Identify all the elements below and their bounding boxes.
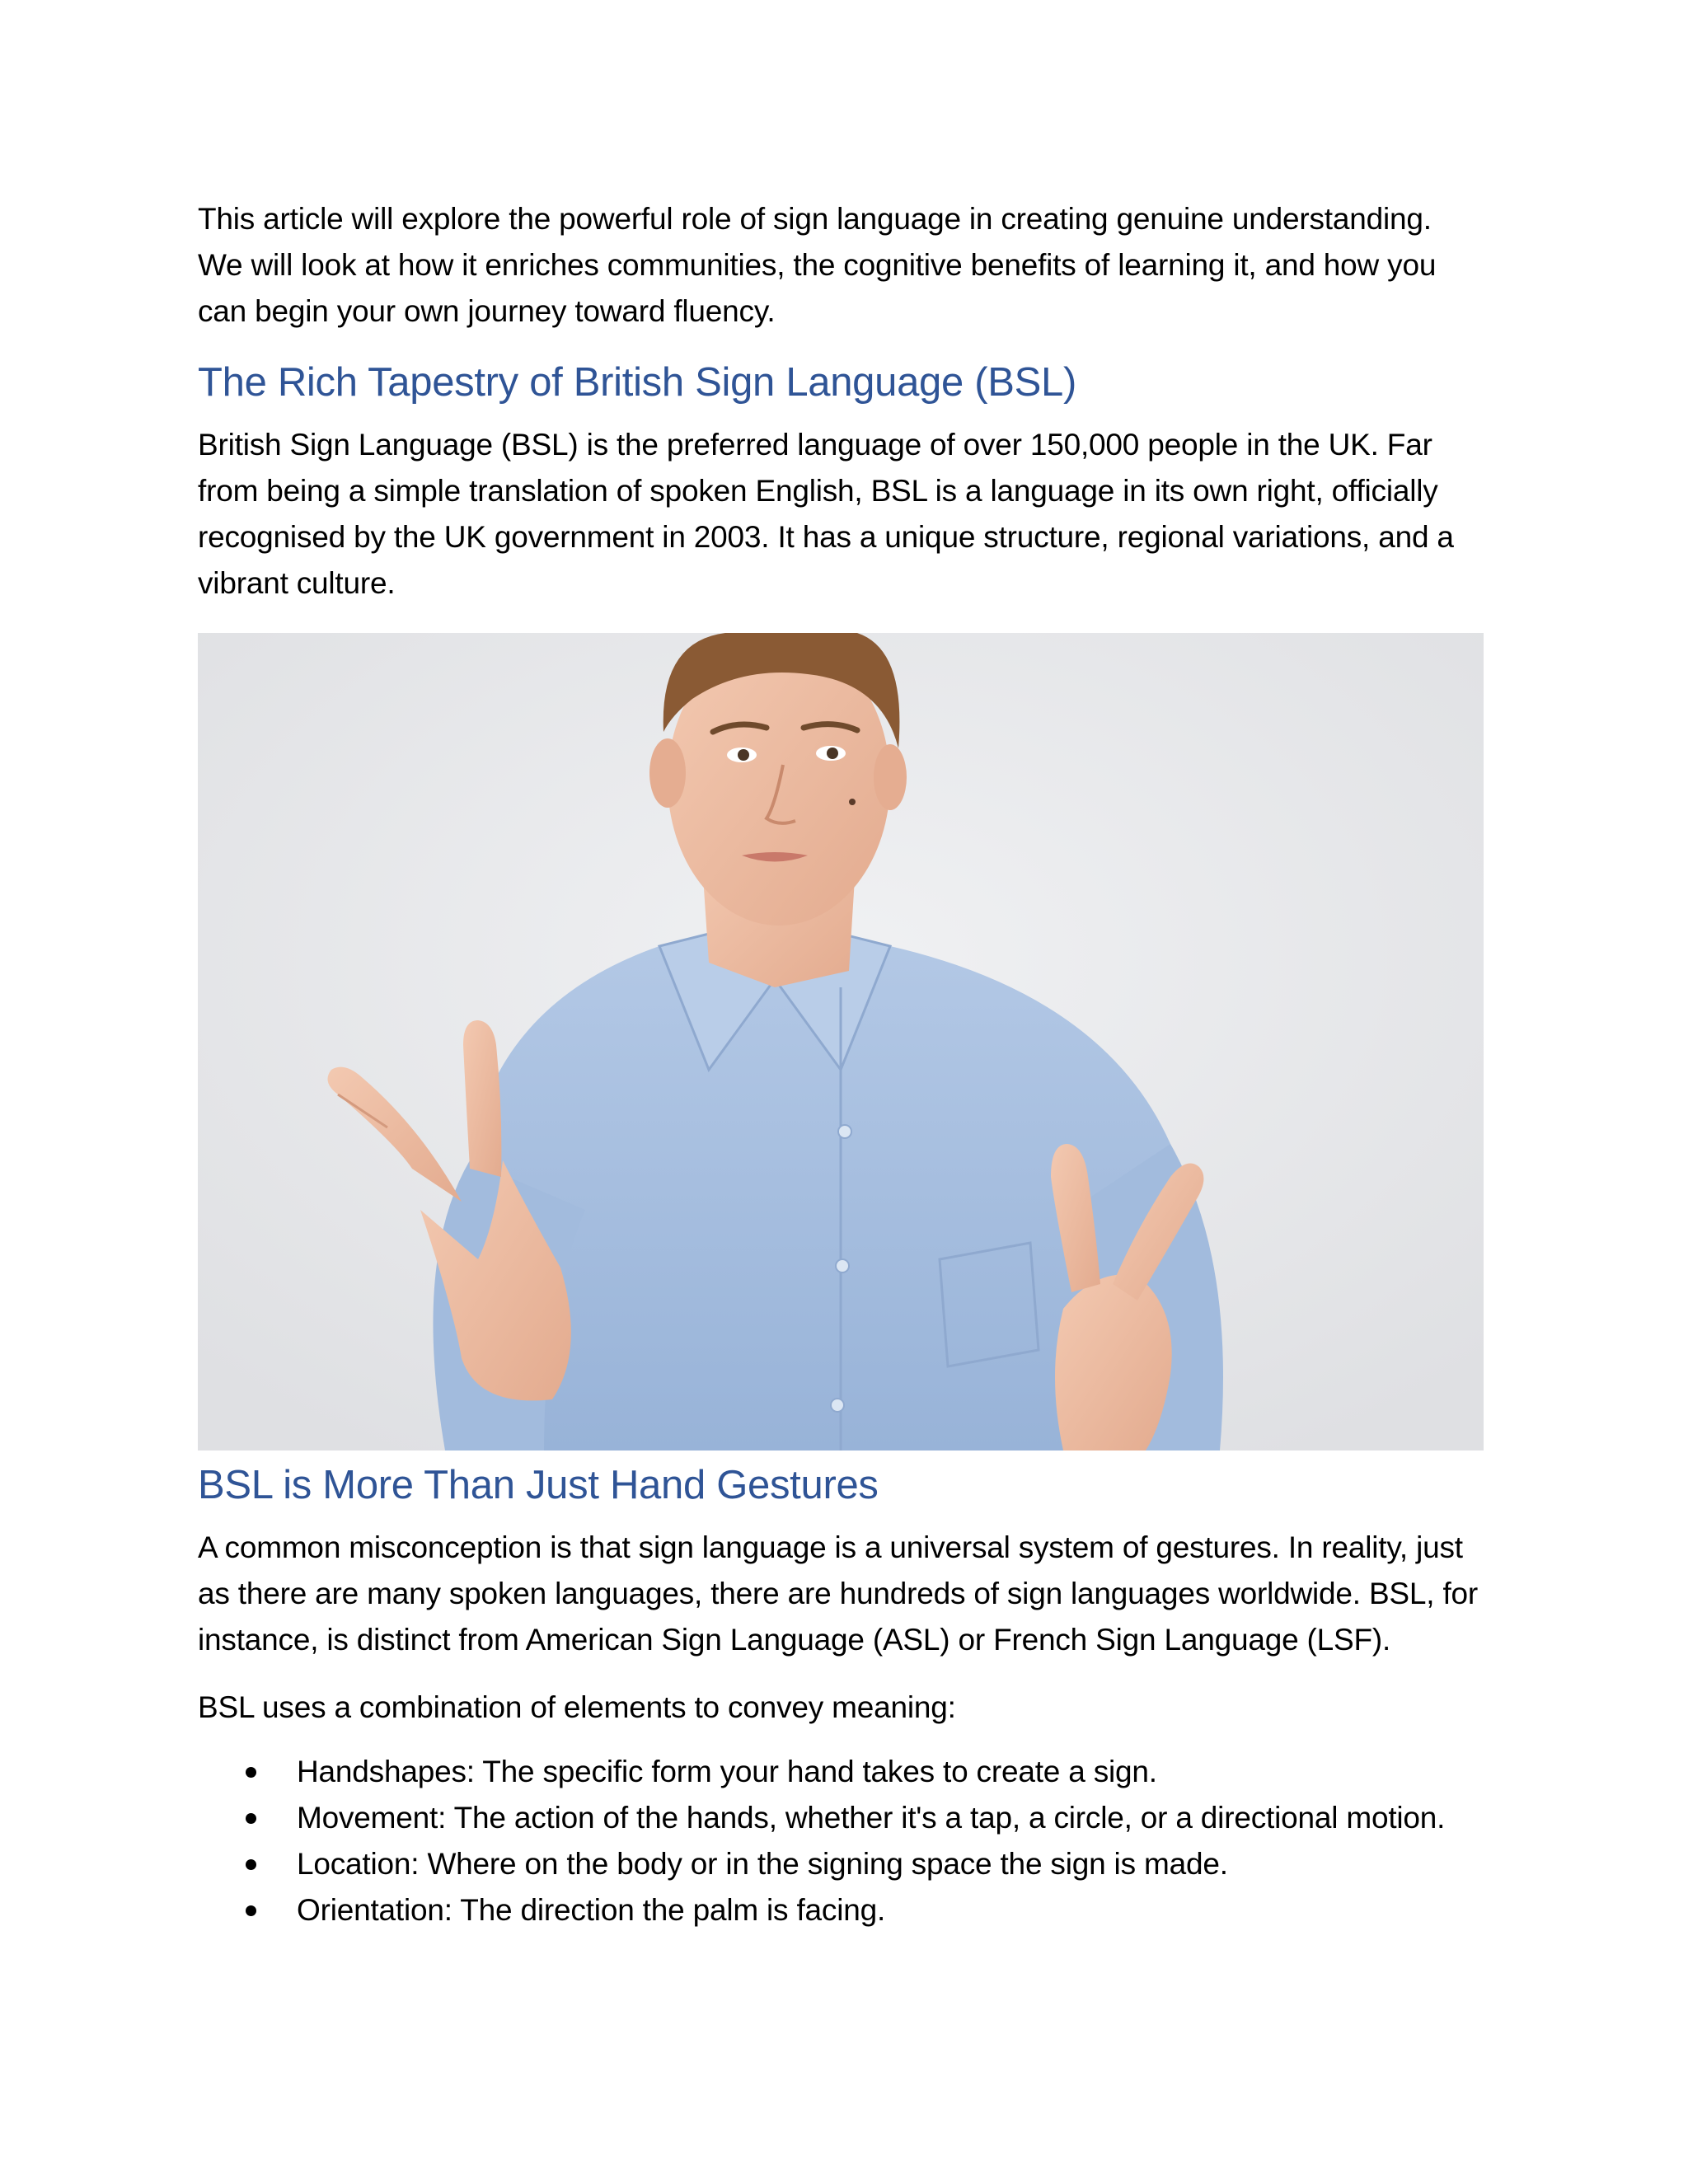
man-signing-photo (198, 633, 1484, 1451)
list-item-text: Movement: The action of the hands, whether it's a tap, a circle, or a directional motion. (297, 1801, 1446, 1835)
list-item (198, 1749, 1484, 1795)
list-item-text: Location: Where on the body or in the signing space the sign is made. (297, 1847, 1228, 1881)
combination-intro: BSL uses a combination of elements to convey meaning: (198, 1690, 956, 1724)
section-heading-bsl: The Rich Tapestry of British Sign Language (BSL) (198, 360, 1076, 405)
list-item-text: Handshapes: The specific form your hand takes to create a sign. (297, 1755, 1157, 1788)
bsl-elements-list (198, 1749, 1484, 1933)
bullet-icon (246, 1767, 256, 1778)
list-item-text: Orientation: The direction the palm is facing. (297, 1893, 886, 1927)
list-item (198, 1841, 1484, 1887)
section-heading-more-than-gestures: BSL is More Than Just Hand Gestures (198, 1463, 879, 1507)
misconception-paragraph: A common misconception is that sign language is a universal system of gestures. In reality, just as there are many spoken languages, there are hundreds of sign languages worldwide. BSL, for instance, is distinct from American Sign Language (ASL) or French Sign Language (LSF). (198, 1530, 1479, 1657)
document-page (198, 196, 1484, 1933)
bsl-paragraph: British Sign Language (BSL) is the preferred language of over 150,000 people in the UK. Far from being a simple translation of spoken English, BSL is a language in its own right, officially recognised by the UK government in 2003. It has a unique structure, regional variations, and a vibrant culture. (198, 428, 1454, 600)
intro-paragraph: This article will explore the powerful role of sign language in creating genuine understanding. We will look at how it enriches communities, the cognitive benefits of learning it, and how you can begin your own journey toward fluency. (198, 202, 1437, 328)
list-item (198, 1887, 1484, 1933)
list-item (198, 1795, 1484, 1841)
bullet-icon (246, 1813, 256, 1824)
bullet-icon (246, 1905, 256, 1916)
bullet-icon (246, 1859, 256, 1870)
